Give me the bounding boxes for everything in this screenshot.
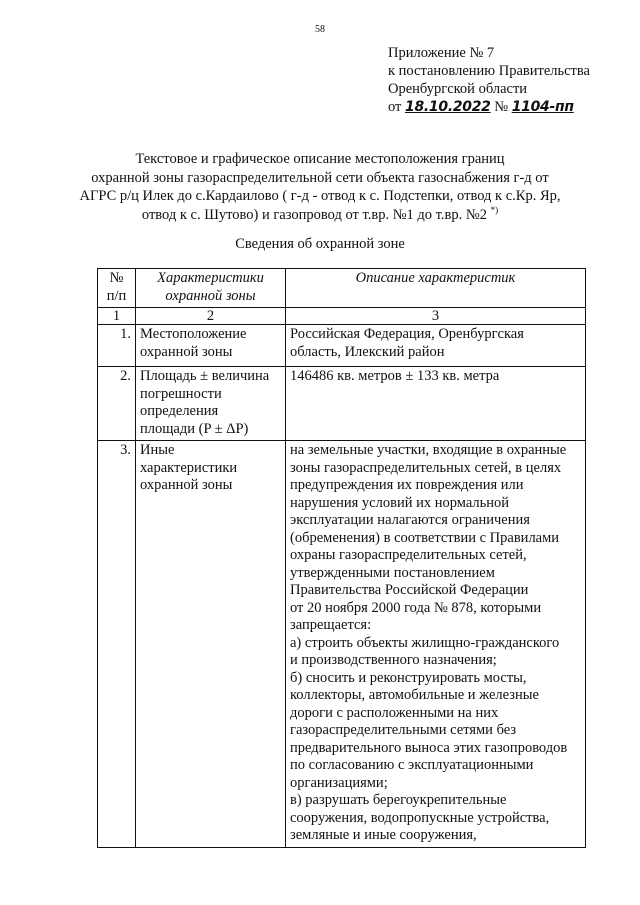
header-characteristic (136, 269, 286, 308)
title-line-4-text: отвод к с. Шутово) и газопровод от т.вр. №1 до т.вр. №2 (141, 206, 487, 223)
column-index: 1 (98, 308, 136, 325)
characteristic-line: погрешности (140, 385, 222, 402)
characteristic-line: определения (140, 403, 219, 419)
description-line: по согласованию с эксплуатационными (290, 757, 534, 773)
characteristic-line: Местоположение (140, 326, 247, 342)
description-line: а) строить объекты жилищно-гражданского (290, 634, 560, 651)
description-line: зоны газораспределительных сетей, в целях (290, 459, 562, 476)
description-line: запрещается: (290, 617, 372, 633)
description-line: эксплуатации налагаются ограничения (290, 512, 530, 528)
column-index: 3 (286, 308, 586, 325)
description-line: и производственного назначения; (290, 652, 497, 668)
row-description (286, 325, 586, 367)
title-line-1: Текстовое и графическое описание местоположения границ (135, 151, 505, 167)
table-row (98, 367, 586, 441)
characteristic-line: охранной зоны (140, 477, 233, 493)
appendix-line-3: Оренбургской области (388, 81, 528, 97)
description-line: (обременения) в соответствии с Правилами (290, 529, 560, 546)
row-number: 1. (98, 325, 136, 367)
appendix-date-line (388, 98, 590, 116)
header-num-line: п/п (106, 287, 127, 304)
description-line: газораспределительными сетями без (290, 722, 517, 738)
date-prefix: от (388, 99, 402, 115)
table-header-row (98, 269, 586, 308)
description-line: организациями; (290, 774, 388, 791)
characteristic-line: площади (P ± ΔP) (140, 420, 249, 437)
header-num (98, 269, 136, 308)
column-index: 2 (136, 308, 286, 325)
table-row (98, 441, 586, 848)
characteristic-line: Иные (140, 442, 175, 458)
row-number: 2. (98, 367, 136, 441)
handwritten-number: 1104-пп (511, 99, 574, 115)
row-characteristic (136, 325, 286, 367)
description-line: от 20 ноября 2000 года № 878, которыми (290, 599, 542, 616)
row-characteristic (136, 441, 286, 848)
description-line: предварительного выноса этих газопроводов (290, 739, 568, 756)
footnote-mark: *) (490, 204, 499, 215)
title-line-4 (0, 206, 640, 225)
description-line: на земельные участки, входящие в охранные (290, 442, 567, 458)
document-title (0, 150, 640, 224)
row-description (286, 367, 586, 441)
description-line: земляные и иные сооружения, (290, 827, 477, 843)
header-num-line: № (109, 270, 124, 286)
title-line-3: АГРС р/ц Илек до с.Кардаилово ( г-д - отвод к с. Подстепки, отвод к с.Кр. Яр, (79, 188, 561, 204)
table-row (98, 325, 586, 367)
title-line-2: охранной зоны газораспределительной сети объекта газоснабжения г-д от (91, 169, 549, 186)
appendix-block (388, 44, 590, 116)
characteristic-line: характеристики (140, 459, 238, 476)
description-line: охраны газораспределительных сетей, (290, 547, 527, 563)
description-line: область, Илекский район (290, 343, 445, 360)
description-line: 146486 кв. метров ± 133 кв. метра (290, 368, 500, 384)
handwritten-date: 18.10.2022 (405, 99, 491, 115)
header-characteristic-line: охранной зоны (165, 287, 256, 304)
appendix-line-1: Приложение № 7 (388, 45, 495, 61)
description-line: в) разрушать берегоукрепительные (290, 792, 507, 808)
description-line: Российская Федерация, Оренбургская (290, 326, 524, 342)
description-line: коллекторы, автомобильные и железные (290, 687, 539, 703)
row-number: 3. (98, 441, 136, 848)
characteristic-line: Площадь ± величина (140, 368, 270, 384)
row-description (286, 441, 586, 848)
description-line: предупреждения их повреждения или (290, 477, 524, 493)
zone-info-table (97, 268, 586, 848)
description-line: нарушения условий их нормальной (290, 494, 510, 511)
column-index-row (98, 308, 586, 325)
description-line: сооружения, водопропускные устройства, (290, 809, 550, 826)
header-description: Описание характеристик (286, 269, 586, 308)
row-characteristic (136, 367, 286, 441)
characteristic-line: охранной зоны (140, 343, 233, 360)
description-line: утвержденными постановлением (290, 564, 495, 581)
appendix-line-2: к постановлению Правительства (388, 63, 590, 79)
header-characteristic-line: Характеристики (157, 270, 264, 286)
description-line: Правительства Российской Федерации (290, 582, 529, 598)
number-prefix: № (494, 99, 509, 115)
description-line: дороги с расположенными на них (290, 704, 499, 721)
section-title: Сведения об охранной зоне (235, 236, 405, 252)
description-line: б) сносить и реконструировать мосты, (290, 669, 527, 686)
page-number: 58 (315, 24, 325, 35)
